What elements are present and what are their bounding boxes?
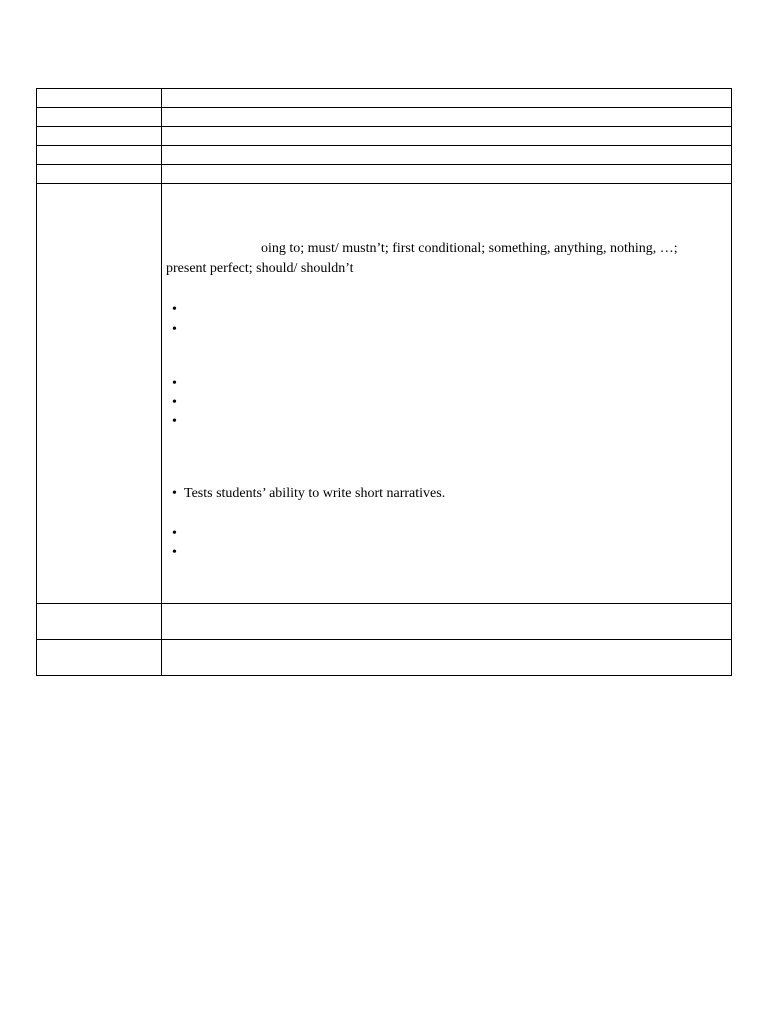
list-item [172,543,184,563]
content-cell [162,89,732,108]
bullet-icon: • [172,414,177,429]
label-cell [37,146,162,165]
table-row [37,127,732,146]
label-cell [37,108,162,127]
bullet-icon: • [172,526,177,541]
grammar-points-line-1: oing to; must/ mustn’t; first conditional; something, anything, nothing, …; [261,241,678,256]
table-row-content [37,184,732,604]
test-content-cell [162,184,732,604]
bullet-icon: • [172,322,177,337]
list-item [172,524,184,544]
label-cell [37,165,162,184]
label-cell [37,184,162,604]
content-cell [162,108,732,127]
content-cell [162,146,732,165]
bullet-icon: • [172,486,177,501]
list-item [172,374,184,394]
content-cell [162,127,732,146]
list-item [172,320,184,340]
table-row [37,146,732,165]
content-cell [162,640,732,676]
label-cell [37,127,162,146]
content-cell [162,165,732,184]
table-row [37,640,732,676]
bullet-icon: • [172,395,177,410]
table-row [37,108,732,127]
list-item [172,300,184,320]
test-specification-table [36,88,732,676]
label-cell [37,604,162,640]
bullet-icon: • [172,545,177,560]
writing-skill-text: Tests students’ ability to write short narratives. [184,486,446,501]
bullet-icon: • [172,376,177,391]
bullet-icon: • [172,302,177,317]
list-item [172,393,184,413]
list-item-writing [172,484,445,504]
content-cell [162,604,732,640]
grammar-points-line-2: present perfect; should/ shouldn’t [166,261,354,276]
table-row [37,604,732,640]
list-item [172,412,184,432]
table-row [37,89,732,108]
label-cell [37,89,162,108]
table-row [37,165,732,184]
label-cell [37,640,162,676]
